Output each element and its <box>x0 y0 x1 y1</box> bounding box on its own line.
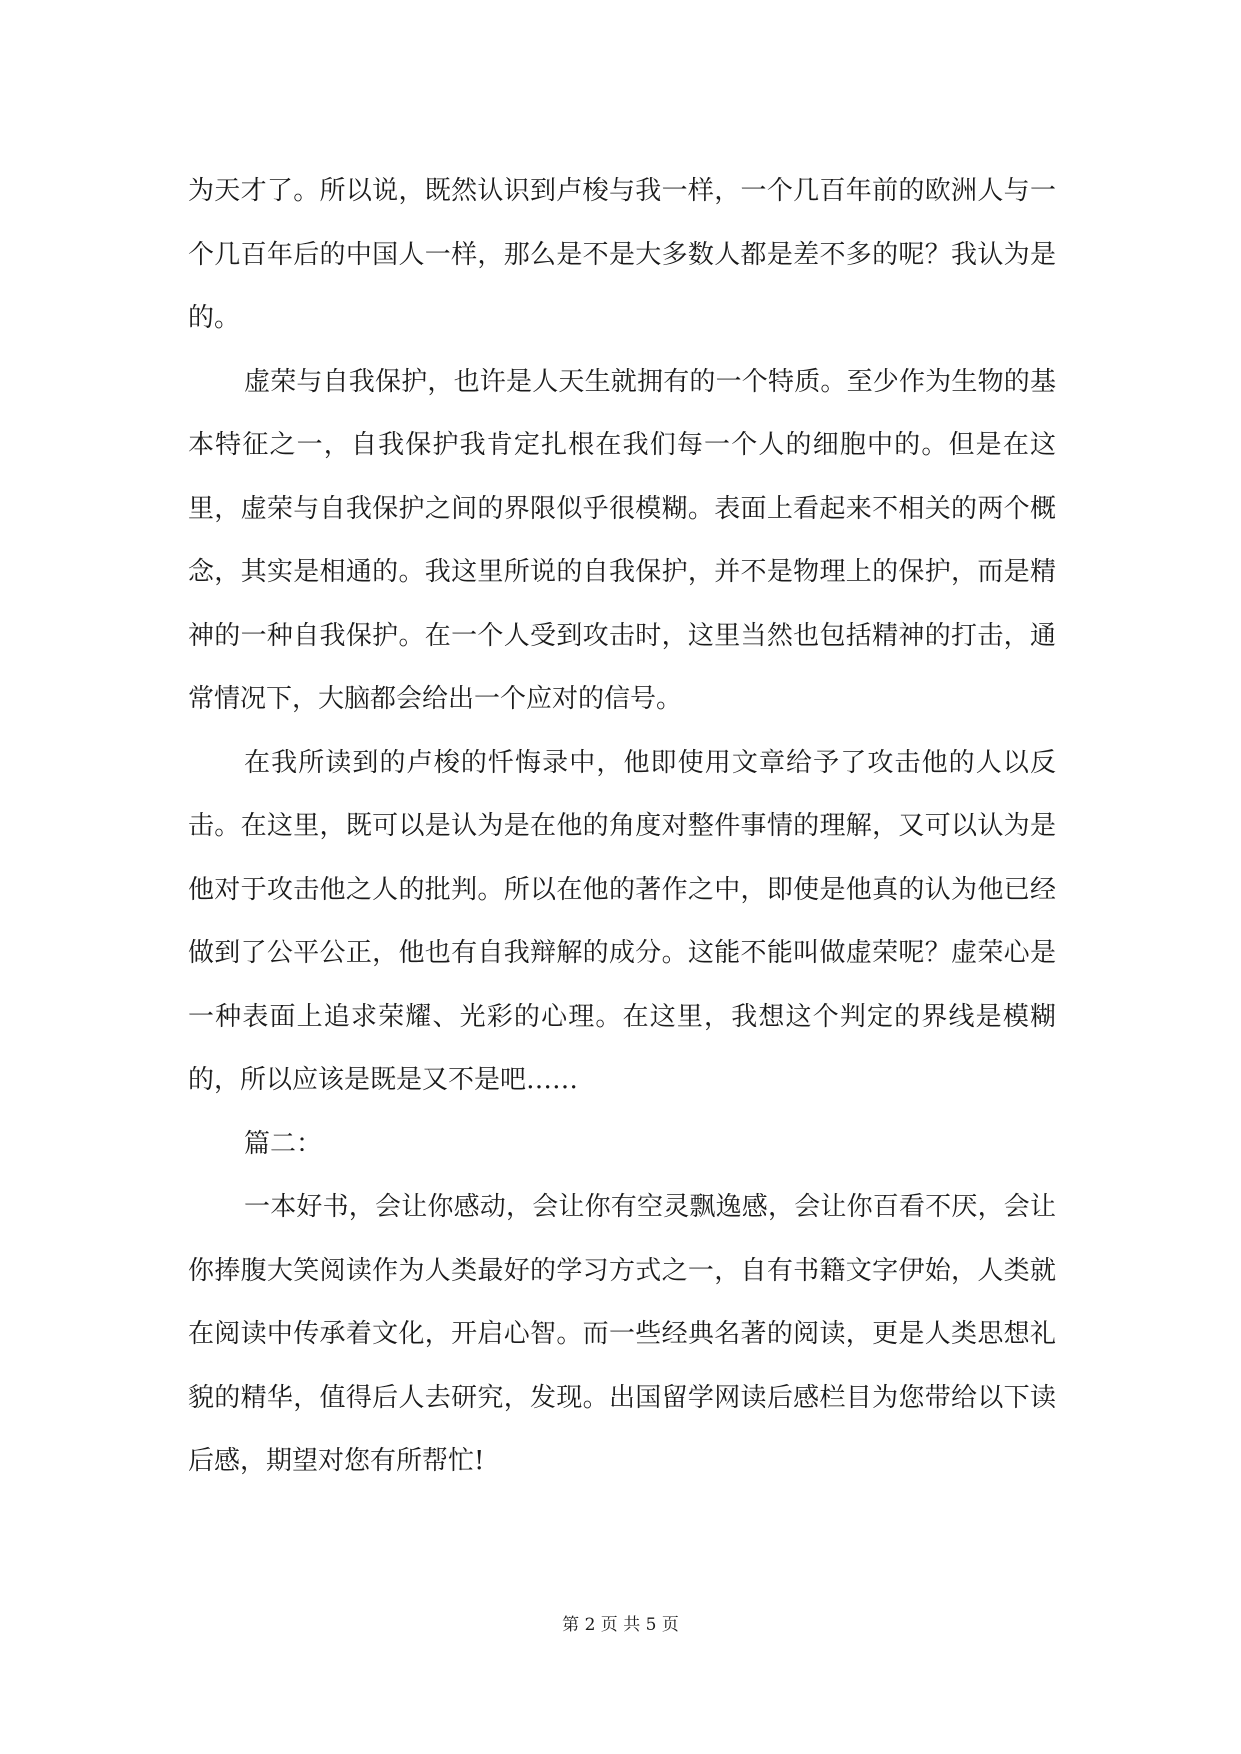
paragraph-1: 为天才了。所以说，既然认识到卢梭与我一样，一个几百年前的欧洲人与一个几百年后的中国人一样，那么是不是大多数人都是差不多的呢？我认为是的。 <box>188 176 1056 333</box>
paragraph-4: 一本好书，会让你感动，会让你有空灵飘逸感，会让你百看不厌，会让你捧腹大笑阅读作为人类最好的学习方式之一，自有书籍文字伊始，人类就在阅读中传承着文化，开启心智。而一些经典名著的阅读，更是人类思想礼貌的精华，值得后人去研究，发现。出国留学网读后感栏目为您带给以下读后感，期望对您有所帮忙! <box>188 1192 1056 1476</box>
paragraph-2: 虚荣与自我保护，也许是人天生就拥有的一个特质。至少作为生物的基本特征之一，自我保护我肯定扎根在我们每一个人的细胞中的。但是在这里，虚荣与自我保护之间的界限似乎很模糊。表面上看起来不相关的两个概念，其实是相通的。我这里所说的自我保护，并不是物理上的保护，而是精神的一种自我保护。在一个人受到攻击时，这里当然也包括精神的打击，通常情况下，大脑都会给出一个应对的信号。 <box>188 366 1056 714</box>
section-heading: 篇二： <box>244 1128 323 1159</box>
paragraph-3: 在我所读到的卢梭的忏悔录中，他即使用文章给予了攻击他的人以反击。在这里，既可以是认为是在他的角度对整件事情的理解，又可以认为是他对于攻击他之人的批判。所以在他的著作之中，即使是他真的认为他已经做到了公平公正，他也有自我辩解的成分。这能不能叫做虚荣呢？虚荣心是一种表面上追求荣耀、光彩的心理。在这里，我想这个判定的界线是模糊的，所以应该是既是又不是吧…… <box>188 747 1056 1095</box>
document-body <box>188 160 1056 1494</box>
page-number-footer: 第 2 页 共 5 页 <box>562 1615 679 1635</box>
